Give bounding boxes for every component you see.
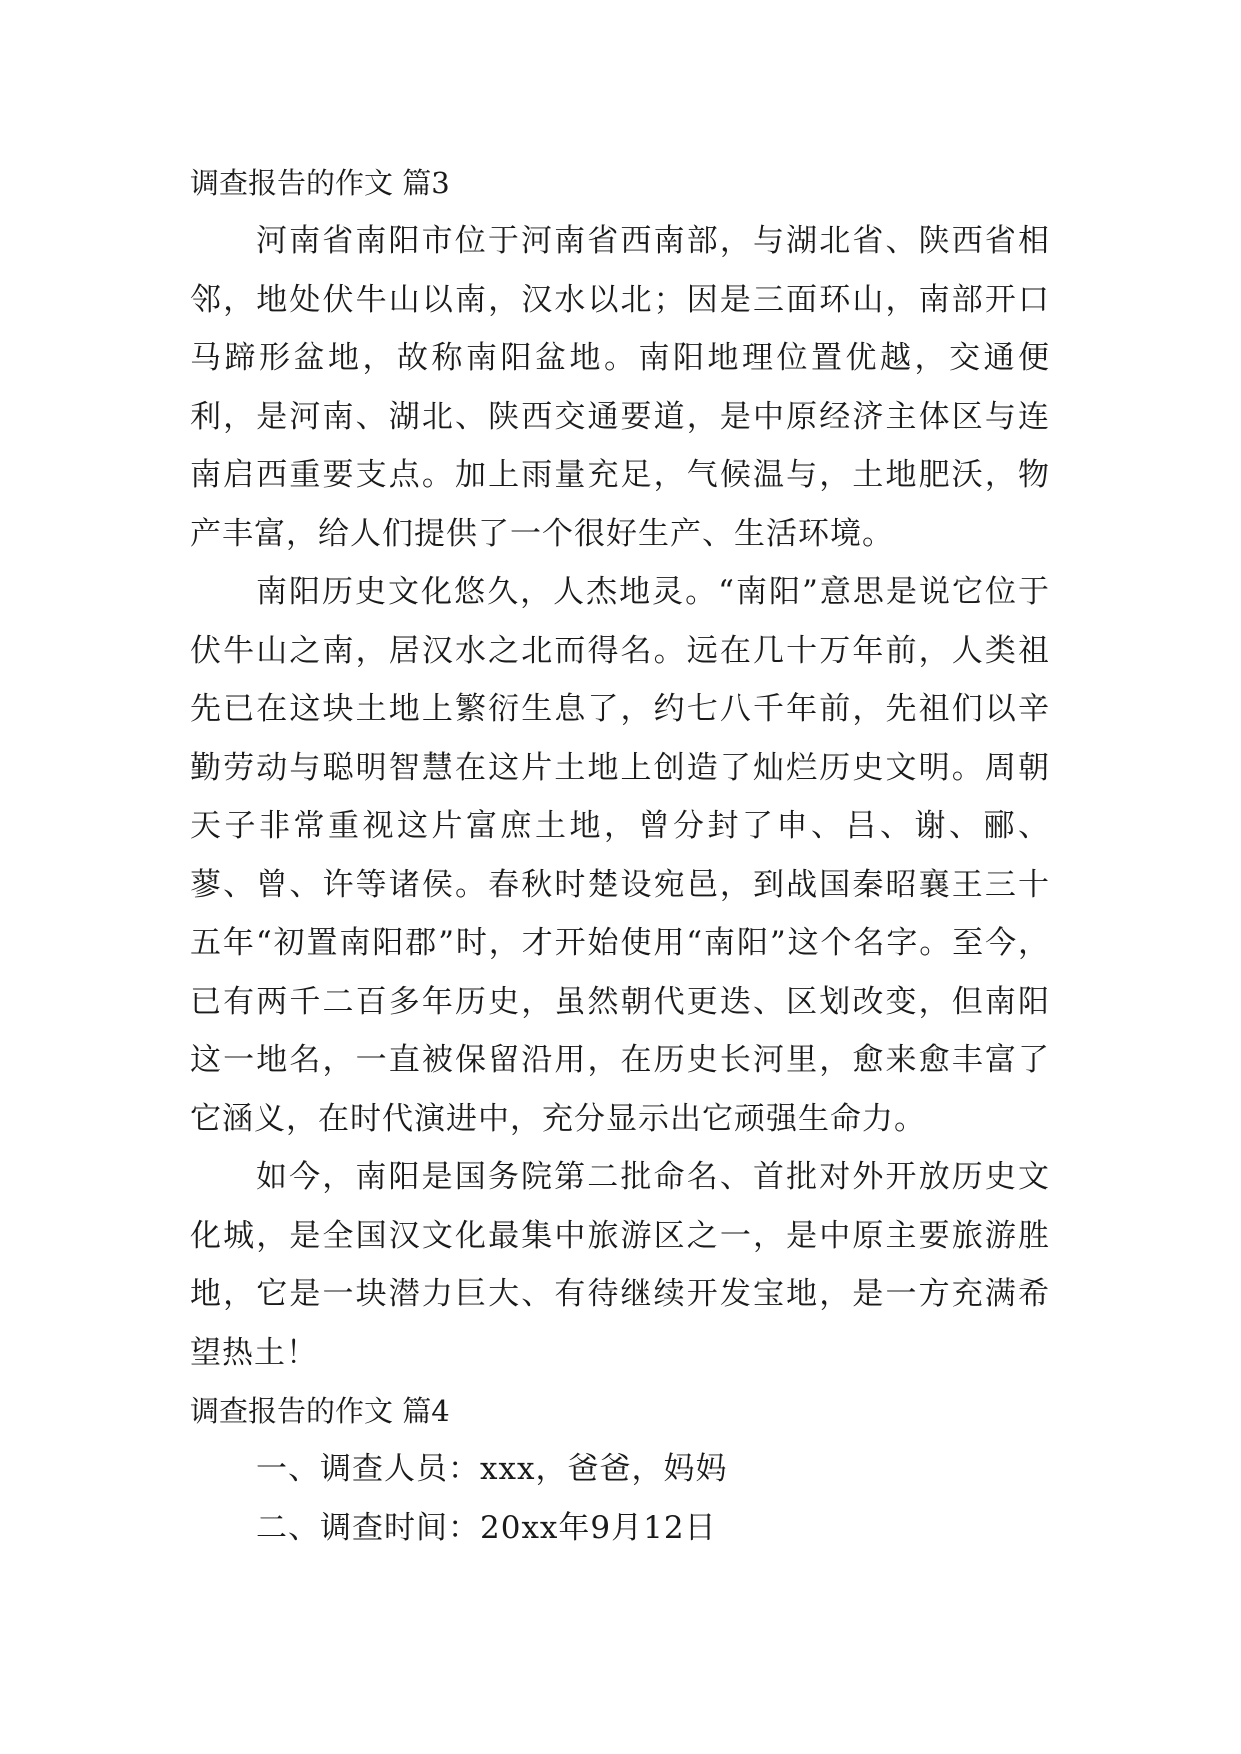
paragraph: 河南省南阳市位于河南省西南部，与湖北省、陕西省相邻，地处伏牛山以南，汉水以北；因是三面环山，南部开口马蹄形盆地，故称南阳盆地。南阳地理位置优越，交通便利，是河南、湖北、陕西交通要道，是中原经济主体区与连南启西重要支点。加上雨量充足，气候温与，土地肥沃，物产丰富，给人们提供了一个很好生产、生活环境。 <box>190 223 1050 552</box>
document-page <box>190 154 1050 1557</box>
section-heading: 调查报告的作文 篇3 <box>190 166 450 200</box>
paragraph: 如今，南阳是国务院第二批命名、首批对外开放历史文化城，是全国汉文化最集中旅游区之一，是中原主要旅游胜地，它是一块潜力巨大、有待继续开发宝地，是一方充满希望热土！ <box>190 1159 1050 1371</box>
paragraph: 南阳历史文化悠久，人杰地灵。“南阳”意思是说它位于伏牛山之南，居汉水之北而得名。远在几十万年前，人类祖先已在这块土地上繁衍生息了，约七八千年前，先祖们以辛勤劳动与聪明智慧在这片土地上创造了灿烂历史文明。周朝天子非常重视这片富庶土地，曾分封了申、吕、谢、郦、蓼、曾、许等诸侯。春秋时楚设宛邑，到战国秦昭襄王三十五年“初置南阳郡”时，才开始使用“南阳”这个名字。至今，已有两千二百多年历史，虽然朝代更迭、区划改变，但南阳这一地名，一直被保留沿用，在历史长河里，愈来愈丰富了它涵义，在时代演进中，充分显示出它顽强生命力。 <box>190 574 1050 1137</box>
section-heading: 调查报告的作文 篇4 <box>190 1394 450 1428</box>
list-item: 一、调查人员：xxx，爸爸，妈妈 <box>256 1451 728 1487</box>
list-item: 二、调查时间：20xx年9月12日 <box>256 1509 717 1546</box>
